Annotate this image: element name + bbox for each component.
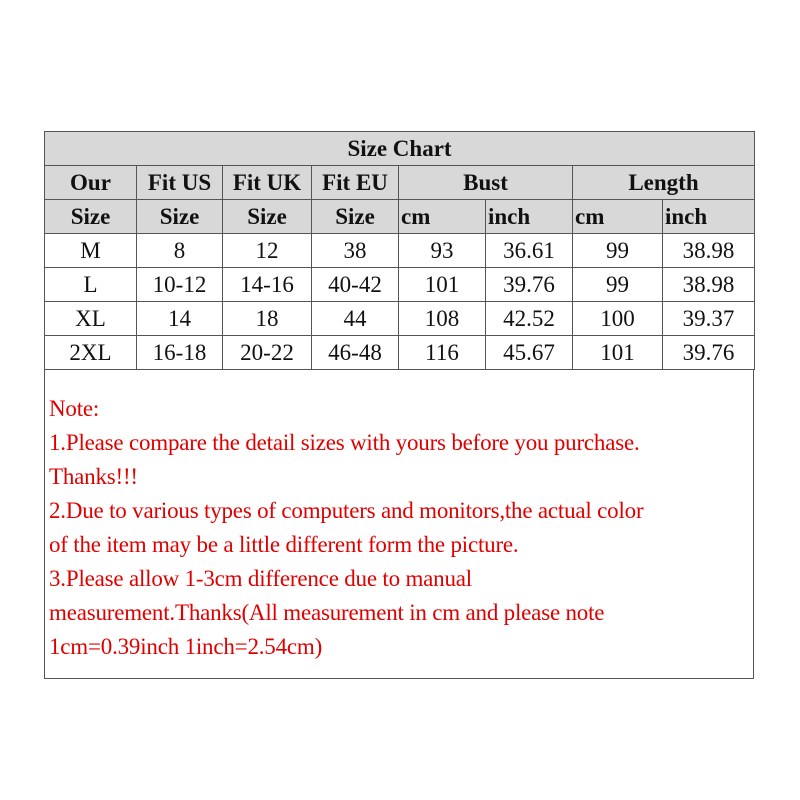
cell-length-cm: 99: [573, 268, 663, 302]
size-chart: [44, 131, 754, 679]
cell-length-cm: 101: [573, 336, 663, 370]
notes-box: [44, 370, 754, 679]
cell-length-cm: 100: [573, 302, 663, 336]
cell-fit-us: 16-18: [137, 336, 223, 370]
note-line: measurement.Thanks(All measurement in cm and please note: [49, 600, 605, 625]
note-line: 2.Due to various types of computers and monitors,the actual color: [49, 498, 644, 523]
chart-title: Size Chart: [45, 132, 755, 166]
header-fit-eu-bottom: Size: [312, 200, 399, 234]
header-fit-us-top: Fit US: [137, 166, 223, 200]
cell-our-size: L: [45, 268, 137, 302]
cell-bust-inch: 45.67: [486, 336, 573, 370]
cell-fit-uk: 12: [223, 234, 312, 268]
note-line: Thanks!!!: [49, 464, 138, 489]
cell-bust-inch: 36.61: [486, 234, 573, 268]
cell-bust-cm: 101: [399, 268, 486, 302]
table-row: [45, 268, 755, 302]
cell-bust-cm: 93: [399, 234, 486, 268]
header-fit-uk-bottom: Size: [223, 200, 312, 234]
header-length-cm: cm: [573, 200, 663, 234]
cell-length-inch: 38.98: [663, 234, 755, 268]
cell-fit-eu: 40-42: [312, 268, 399, 302]
header-our-size-top: Our: [45, 166, 137, 200]
note-line: of the item may be a little different form the picture.: [49, 532, 519, 557]
note-heading: Note:: [49, 396, 100, 421]
note-line: 1.Please compare the detail sizes with yours before you purchase.: [49, 430, 640, 455]
cell-length-inch: 38.98: [663, 268, 755, 302]
header-bust-cm: cm: [399, 200, 486, 234]
cell-length-cm: 99: [573, 234, 663, 268]
cell-fit-us: 14: [137, 302, 223, 336]
header-bust-inch: inch: [486, 200, 573, 234]
size-table: [44, 131, 755, 370]
cell-our-size: M: [45, 234, 137, 268]
header-fit-eu-top: Fit EU: [312, 166, 399, 200]
cell-length-inch: 39.76: [663, 336, 755, 370]
header-row-2: [45, 200, 755, 234]
header-row-1: [45, 166, 755, 200]
cell-fit-eu: 46-48: [312, 336, 399, 370]
header-bust: Bust: [399, 166, 573, 200]
cell-length-inch: 39.37: [663, 302, 755, 336]
cell-fit-eu: 38: [312, 234, 399, 268]
cell-bust-cm: 108: [399, 302, 486, 336]
cell-fit-uk: 20-22: [223, 336, 312, 370]
table-row: [45, 234, 755, 268]
table-row: [45, 336, 755, 370]
header-fit-uk-top: Fit UK: [223, 166, 312, 200]
header-our-size-bottom: Size: [45, 200, 137, 234]
header-fit-us-bottom: Size: [137, 200, 223, 234]
cell-our-size: XL: [45, 302, 137, 336]
table-row: [45, 302, 755, 336]
cell-bust-inch: 42.52: [486, 302, 573, 336]
header-length-inch: inch: [663, 200, 755, 234]
header-length: Length: [573, 166, 755, 200]
cell-fit-uk: 14-16: [223, 268, 312, 302]
cell-fit-uk: 18: [223, 302, 312, 336]
cell-fit-eu: 44: [312, 302, 399, 336]
cell-bust-inch: 39.76: [486, 268, 573, 302]
note-line: 1cm=0.39inch 1inch=2.54cm): [49, 634, 323, 659]
cell-fit-us: 8: [137, 234, 223, 268]
title-row: [45, 132, 755, 166]
cell-bust-cm: 116: [399, 336, 486, 370]
note-line: 3.Please allow 1-3cm difference due to manual: [49, 566, 472, 591]
cell-our-size: 2XL: [45, 336, 137, 370]
cell-fit-us: 10-12: [137, 268, 223, 302]
